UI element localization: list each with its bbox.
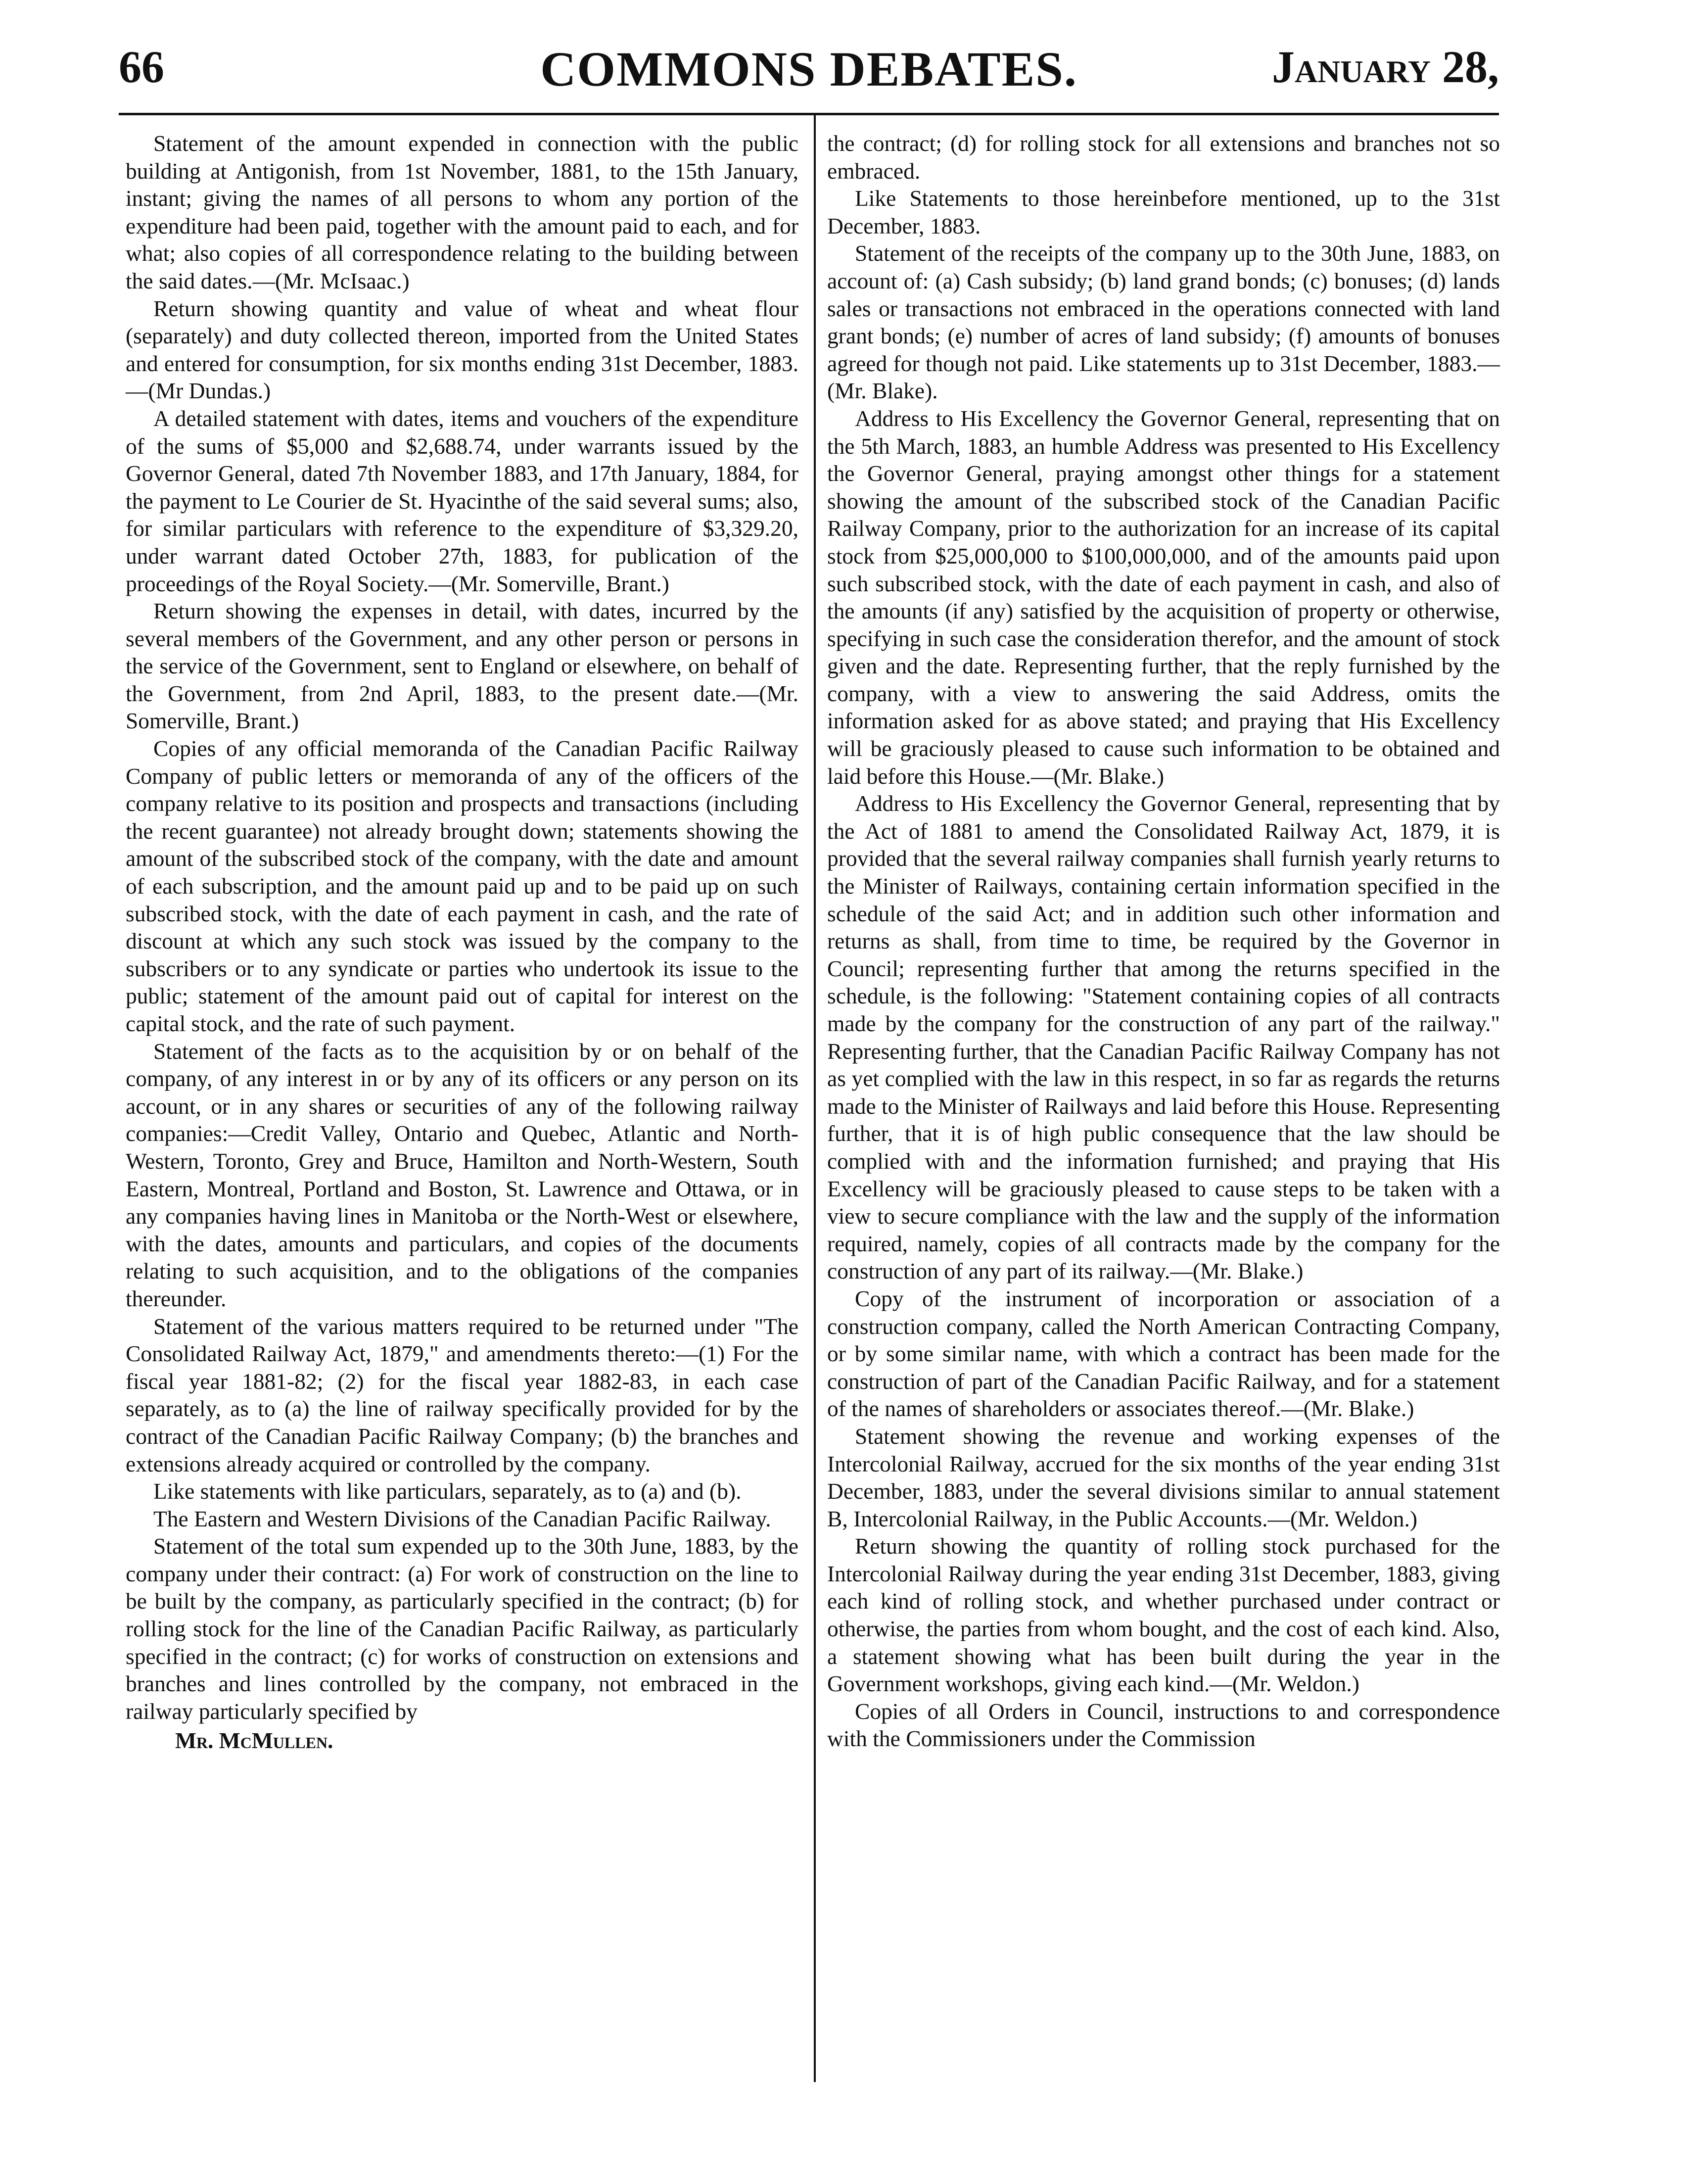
speaker-name: Mr. McMullen. <box>175 1728 333 1754</box>
paragraph: Address to His Excellency the Governor General, representing that on the 5th March, 1883, an humble Address was presented to His Excellency the Governor General, praying amongst other things for a statement showing the amount of the subscribed stock of the Canadian Pacific Railway Company, prior to the authorization for an increase of its capital stock from $25,000,000 to $100,000,000, and of the amounts paid upon such subscribed stock, with the date of each payment in cash, and also of the amounts (if any) satisfied by the acquisition of property or otherwise, specifying in such case the consideration therefor, and the amount of stock given and the date. Representing further, that the reply furnished by the company, with a view to answering the said Address, omits the information asked for as above stated; and praying that His Excellency will be graciously pleased to cause such information to be obtained and laid before this House.—(Mr. Blake.) <box>827 405 1500 789</box>
page-date: January 28, <box>1271 42 1499 92</box>
paragraph: Return showing the expenses in detail, with dates, incurred by the several members of the Government, and any other person or persons in the service of the Government, sent to England or elsewhere, on behalf of the Government, from 2nd April, 1883, to the present date.—(Mr. Somerville, Brant.) <box>126 598 798 734</box>
paragraph: Statement of the total sum expended up to the 30th June, 1883, by the company under their contract: (a) For work of construction on the line to be built by the company, as particularly specified in the contract; (b) for rolling stock for the line of the Canadian Pacific Railway, as particularly specified in the contract; (c) for works of construction on extensions and branches and lines controlled by the company, not embraced in the railway particularly specified by <box>126 1533 798 1724</box>
paragraph: A detailed statement with dates, items and vouchers of the expenditure of the sums of $5,000 and $2,688.74, under warrants issued by the Governor General, dated 7th November 1883, and 17th January, 1884, for the payment to Le Courier de St. Hyacinthe of the said several sums; also, for similar particulars with reference to the expenditure of $3,329.20, under warrant dated October 27th, 1883, for publication of the proceedings of the Royal Society.—(Mr. Somerville, Brant.) <box>126 405 798 596</box>
paragraph: The Eastern and Western Divisions of the Canadian Pacific Railway. <box>153 1506 771 1531</box>
left-column <box>126 130 798 1755</box>
paragraph: Statement of the receipts of the company up to the 30th June, 1883, on account of: (a) Cash subsidy; (b) land grand bonds; (c) bonuses; (d) lands sales or transactions not embraced in the operations connected with land grant bonds; (e) number of acres of land subsidy; (f) amounts of bonuses agreed for though not paid. Like statements up to 31st December, 1883.—(Mr. Blake). <box>827 240 1500 404</box>
paragraph: Return showing quantity and value of wheat and wheat flour (separately) and duty collected thereon, imported from the United States and entered for consumption, for six months ending 31st December, 1883.—(Mr Dundas.) <box>126 295 798 404</box>
paragraph: Address to His Excellency the Governor General, representing that by the Act of 1881 to amend the Consolidated Railway Act, 1879, it is provided that the several railway companies shall furnish yearly returns to the Minister of Railways, containing certain information specified in the schedule of the said Act; and in addition such other information and returns as shall, from time to time, be required by the Governor in Council; representing further that among the returns specified in the schedule, is the following: "Statement containing copies of all contracts made by the company for the construction of any part of the railway." Representing further, that the Canadian Pacific Railway Company has not as yet complied with the law in this respect, in so far as regards the returns made to the Minister of Railways and laid before this House. Representing further, that it is of high public consequence that the law should be complied with and the information furnished; and praying that His Excellency will be graciously pleased to cause steps to be taken with a view to secure compliance with the law and the supply of the information required, namely, copies of all contracts made by the company for the construction of any part of its railway.—(Mr. Blake.) <box>827 791 1500 1284</box>
paragraph: Return showing the quantity of rolling stock purchased for the Intercolonial Railway during the year ending 31st December, 1883, giving each kind of rolling stock, and whether purchased under contract or otherwise, the parties from whom bought, and the cost of each kind. Also, a statement showing what has been built during the year in the Government workshops, giving each kind.—(Mr. Weldon.) <box>827 1533 1500 1697</box>
column-divider <box>814 113 816 2082</box>
paragraph-continuation: the contract; (d) for rolling stock for all extensions and branches not so embraced. <box>827 131 1500 184</box>
paragraph: Copy of the instrument of incorporation or association of a construction company, called the North American Contracting Company, or by some similar name, with which a contract has been made for the construction of part of the Canadian Pacific Railway, and for a statement of the names of shareholders or associates thereof.—(Mr. Blake.) <box>827 1285 1500 1422</box>
paragraph: Like Statements to those hereinbefore mentioned, up to the 31st December, 1883. <box>827 186 1500 238</box>
page-header <box>119 41 1499 110</box>
paragraph: Like statements with like particulars, separately, as to (a) and (b). <box>153 1478 742 1504</box>
right-column <box>827 130 1500 1753</box>
paragraph: Copies of all Orders in Council, instructions to and correspondence with the Commissioners under the Commission <box>827 1698 1500 1752</box>
publication-title: COMMONS DEBATES. <box>540 42 1077 96</box>
paragraph: Statement showing the revenue and working expenses of the Intercolonial Railway, accrued for the six months of the year ending 31st December, 1883, under the several divisions similar to annual statement B, Intercolonial Railway, in the Public Accounts.—(Mr. Weldon.) <box>827 1423 1500 1531</box>
paragraph: Statement of the facts as to the acquisition by or on behalf of the company, of any interest in or by any of its officers or any person on its account, or in any shares or securities of any of the following railway companies:—Credit Valley, Ontario and Quebec, Atlantic and North-Western, Toronto, Grey and Bruce, Hamilton and North-Western, South Eastern, Montreal, Portland and Boston, St. Lawrence and Ottawa, or in any companies having lines in Manitoba or the North-West or elsewhere, with the dates, amounts and particulars, and copies of the documents relating to such acquisition, and to the obligations of the companies thereunder. <box>126 1038 798 1311</box>
page-number: 66 <box>119 42 164 92</box>
header-rule <box>119 113 1499 115</box>
paragraph: Statement of the various matters required to be returned under "The Consolidated Railway Act, 1879," and amendments thereto:—(1) For the fiscal year 1881-82; (2) for the fiscal year 1882-83, in each case separately, as to (a) the line of railway specifically provided for by the contract of the Canadian Pacific Railway Company; (b) the branches and extensions already acquired or controlled by the company. <box>126 1313 798 1476</box>
paragraph: Copies of any official memoranda of the Canadian Pacific Railway Company of public letters or memoranda of any of the officers of the company relative to its position and prospects and transactions (including the recent guarantee) not already brought down; statements showing the amount of the subscribed stock of the company, with the date and amount of each subscription, and the amount paid up and to be paid up on such subscribed stock, with the date of each payment in cash, and the rate of discount at which any such stock was issued by the company to the subscribers or to any syndicate or parties who undertook its issue to the public; statement of the amount paid out of capital for interest on the capital stock, and the rate of such payment. <box>126 736 798 1036</box>
paragraph: Statement of the amount expended in connection with the public building at Antigonish, from 1st November, 1881, to the 15th January, instant; giving the names of all persons to whom any portion of the expenditure had been paid, together with the amount paid to each, and for what; also copies of all correspondence relating to the building between the said dates.—(Mr. McIsaac.) <box>126 131 798 293</box>
